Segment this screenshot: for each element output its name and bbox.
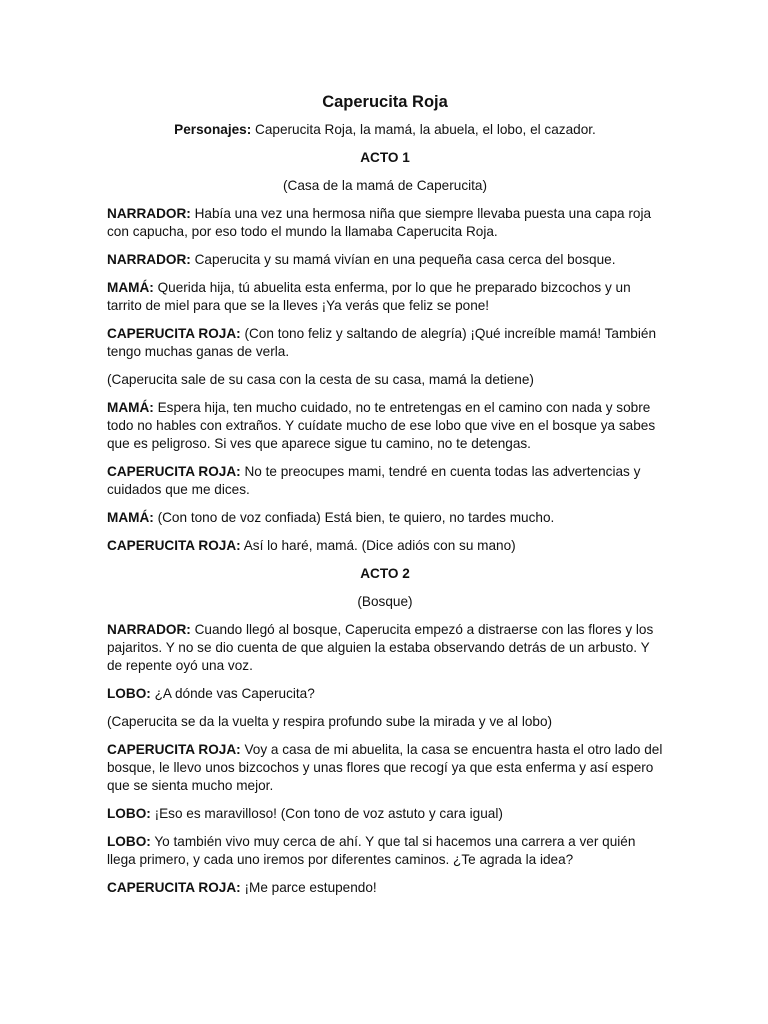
speaker-name: LOBO:	[107, 834, 151, 849]
characters-line	[107, 121, 663, 139]
dialogue-line	[107, 463, 663, 499]
dialogue-line	[107, 685, 663, 703]
dialogue-text: Había una vez una hermosa niña que siempre llevaba puesta una capa roja con capucha, por eso todo el mundo la llamaba Caperucita Roja.	[107, 206, 652, 239]
dialogue-text: Caperucita y su mamá vivían en una pequeña casa cerca del bosque.	[190, 252, 616, 267]
dialogue-text: Cuando llegó al bosque, Caperucita empezó a distraerse con las flores y los pajaritos. Y no se dio cuenta de que alguien la estaba observando detrás de un arbusto. Y de repente oyó una voz.	[107, 622, 654, 673]
characters-text: Caperucita Roja, la mamá, la abuela, el lobo, el cazador.	[251, 122, 596, 137]
speaker-name: LOBO:	[107, 686, 151, 701]
dialogue-text: ¡Eso es maravilloso! (Con tono de voz astuto y cara igual)	[150, 806, 503, 821]
speaker-name: MAMÁ:	[107, 280, 154, 295]
dialogue-text: ¿A dónde vas Caperucita?	[150, 686, 315, 701]
dialogue-line	[107, 325, 663, 361]
dialogue-text: ¡Me parce estupendo!	[240, 880, 377, 895]
dialogue-line	[107, 399, 663, 453]
dialogue-line	[107, 509, 663, 527]
act-heading: ACTO 1	[360, 150, 410, 165]
dialogue-text: (Con tono de voz confiada) Está bien, te quiero, no tardes mucho.	[153, 510, 555, 525]
speaker-name: CAPERUCITA ROJA:	[107, 742, 241, 757]
speaker-name: CAPERUCITA ROJA:	[107, 464, 241, 479]
speaker-name: NARRADOR:	[107, 622, 191, 637]
stage-direction: (Casa de la mamá de Caperucita)	[283, 178, 487, 193]
speaker-name: NARRADOR:	[107, 252, 191, 267]
dialogue-line	[107, 205, 663, 241]
dialogue-line	[107, 621, 663, 675]
dialogue-line	[107, 833, 663, 869]
speaker-name: CAPERUCITA ROJA:	[107, 538, 241, 553]
dialogue-line	[107, 251, 663, 269]
stage-direction: (Caperucita sale de su casa con la cesta de su casa, mamá la detiene)	[107, 372, 534, 387]
document-title: Caperucita Roja	[322, 93, 448, 111]
speaker-name: CAPERUCITA ROJA:	[107, 326, 241, 341]
stage-direction: (Bosque)	[357, 594, 413, 609]
stage-direction: (Caperucita se da la vuelta y respira profundo sube la mirada y ve al lobo)	[107, 714, 553, 729]
dialogue-text: Así lo haré, mamá. (Dice adiós con su mano)	[240, 538, 516, 553]
speaker-name: NARRADOR:	[107, 206, 191, 221]
speaker-name: CAPERUCITA ROJA:	[107, 880, 241, 895]
dialogue-line	[107, 537, 663, 555]
dialogue-text: Querida hija, tú abuelita esta enferma, por lo que he preparado bizcochos y un tarrito de miel para que se la lleves ¡Ya verás que feliz se pone!	[107, 280, 631, 313]
speaker-name: MAMÁ:	[107, 510, 154, 525]
dialogue-text: No te preocupes mami, tendré en cuenta todas las advertencias y cuidados que me dices.	[107, 464, 641, 497]
dialogue-text: (Con tono feliz y saltando de alegría) ¡Qué increíble mamá! También tengo muchas ganas de verla.	[107, 326, 657, 359]
act-heading: ACTO 2	[360, 566, 410, 581]
dialogue-text: Espera hija, ten mucho cuidado, no te entretengas en el camino con nada y sobre todo no hables con extraños. Y cuídate mucho de ese lobo que vive en el bosque ya sabes que es peligroso. Si ves que aparece sigue tu camino, no te detengas.	[107, 400, 656, 451]
document-content	[107, 92, 663, 907]
dialogue-text: Yo también vivo muy cerca de ahí. Y que tal si hacemos una carrera a ver quién llega primero, y cada uno iremos por diferentes caminos. ¿Te agrada la idea?	[107, 834, 636, 867]
characters-label: Personajes:	[174, 122, 252, 137]
speaker-name: MAMÁ:	[107, 400, 154, 415]
speaker-name: LOBO:	[107, 806, 151, 821]
dialogue-line	[107, 879, 663, 897]
dialogue-line	[107, 741, 663, 795]
dialogue-line	[107, 279, 663, 315]
dialogue-line	[107, 805, 663, 823]
script-body	[107, 149, 663, 897]
dialogue-text: Voy a casa de mi abuelita, la casa se encuentra hasta el otro lado del bosque, le llevo unos bizcochos y unas flores que recogí ya que esta enferma y así espero que se sienta mucho mejor.	[107, 742, 663, 793]
